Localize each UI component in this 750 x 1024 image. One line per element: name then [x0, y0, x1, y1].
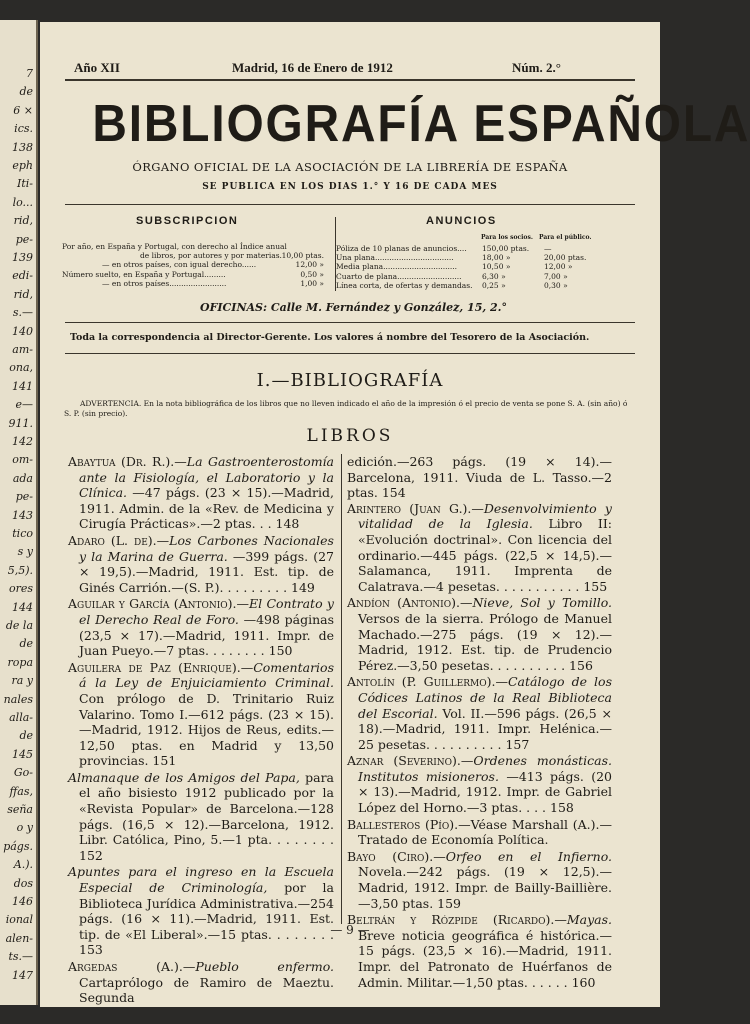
- advertencia-notice: [64, 399, 636, 419]
- prev-page-fragment: 144: [12, 600, 33, 614]
- prev-page-fragment: 147: [12, 968, 33, 982]
- ads-members-price: 6,30 »: [482, 271, 506, 281]
- rule-2: [65, 204, 635, 205]
- ads-label: Cuarto de plana...........................: [336, 271, 462, 281]
- prev-page-fragment: dos: [13, 876, 33, 890]
- entry-details: Véase Marshall (A.).—Tratado de Economía Política.: [358, 816, 613, 848]
- issue-year: Año XII: [74, 60, 120, 75]
- prev-page-fragment: 7: [26, 67, 33, 80]
- prev-page-fragment: 138: [12, 140, 33, 154]
- entry-author: Argedas (A.).—: [68, 959, 196, 974]
- notice-label: ADVERTENCIA.: [80, 399, 142, 408]
- entry-details: Versos de la sierra. Prólogo de Manuel Machado.—275 págs. (19 × 12).—Madrid, 1912. Est. tip. de Prudencio Pérez.—3,50 pesetas. . . . . . . . . . 156: [358, 610, 612, 673]
- book-entry: [68, 959, 334, 1006]
- ads-members-price: 150,00 ptas.: [482, 244, 530, 253]
- entry-author: Andíon (Antonio).—: [347, 595, 473, 611]
- prev-page-fragment: s y: [17, 545, 33, 559]
- header-rule: [65, 79, 635, 81]
- book-entry: [68, 770, 334, 864]
- entry-details: Cartaprólogo de Ramiro de Maeztu. Segunda: [79, 974, 334, 1006]
- entry-title: Catálogo de los Códices Latinos de la Real Biblioteca del Escorial.: [358, 674, 612, 721]
- ads-heading: ANUNCIOS: [426, 215, 497, 227]
- prev-page-fragment: 142: [12, 435, 33, 448]
- prev-page-fragment: rid,: [13, 214, 33, 228]
- subscription-price: 12,00 »: [295, 260, 324, 270]
- entry-title: Nieve, Sol y Tomillo.: [472, 595, 612, 611]
- rule-4: [65, 353, 635, 354]
- prev-page-fragment: edi-: [12, 269, 33, 283]
- prev-page-fragment: 139: [12, 251, 33, 264]
- ads-row: [336, 262, 632, 271]
- book-entry: [347, 753, 612, 815]
- ads-public-price: 12,00 »: [544, 262, 573, 272]
- prev-page-fragment: A.).: [13, 858, 33, 872]
- ads-row: [336, 272, 632, 281]
- ads-public-price: 7,00 »: [544, 271, 568, 281]
- entry-title: Mayas.: [566, 912, 612, 928]
- ads-members-price: 10,50 »: [482, 262, 511, 272]
- notice-text: En la nota bibliográfica de los libros que no lleven indicado el año de la impresión ó el precio de venta se pone S. A. (sin año) ó S. P. (sin precio).: [64, 399, 628, 418]
- prev-page-fragment: ts.—: [8, 950, 33, 964]
- ads-members-price: 18,00 »: [482, 253, 511, 263]
- journal-page: [40, 22, 750, 1007]
- book-entry: [68, 596, 334, 658]
- prev-page-fragment: 145: [12, 747, 33, 761]
- ads-label: Media plana...............................: [336, 262, 458, 272]
- subscription-table: [62, 242, 324, 288]
- book-entry: [68, 660, 334, 769]
- prev-page-fragment: págs.: [3, 839, 33, 853]
- entry-title: La Gastroenterostomía ante la Fisiología, el Laboratorio y la Clínica.: [79, 454, 335, 501]
- journal-subtitle: ÓRGANO OFICIAL DE LA ASOCIACIÓN DE LA LIBRERÍA DE ESPAÑA: [132, 160, 568, 174]
- entry-title: Almanaque de los Amigos del Papa,: [68, 769, 300, 785]
- book-entry: [347, 501, 612, 595]
- ads-row: [336, 244, 632, 253]
- prev-page-fragment: rid,: [13, 287, 33, 301]
- prev-page-fragment: de: [19, 637, 33, 651]
- ads-public-price: 20,00 ptas.: [544, 253, 587, 263]
- entry-details: —413 págs. (20 × 13).—Madrid, 1912. Impr. de Gabriel López del Horno.—3 ptas. . . . 158: [358, 768, 613, 816]
- entry-title: Pueblo enfermo.: [195, 959, 334, 974]
- entry-details: Libro II: «Evolución doctrinal». Con licencia del ordinario.—445 págs. (22,5 × 14,5).—Salamanca, 1911. Imprenta de Calatrava.—4 pesetas. . . . . . . . . . . 155: [358, 516, 612, 594]
- right-column: [347, 454, 612, 991]
- prev-page-fragment: 911.: [8, 416, 33, 430]
- entry-title: El Contrato y el Derecho Real de Foro.: [79, 596, 334, 627]
- entry-author: Bayo (Ciro).—: [347, 848, 446, 864]
- prev-page-fragment: 146: [12, 895, 33, 908]
- ads-label: Póliza de 10 planas de anuncios....: [336, 244, 467, 253]
- prev-page-fragment: eph: [12, 159, 33, 172]
- prev-page-fragment: Iti-: [16, 177, 33, 191]
- ads-members-price: 0,25 »: [482, 280, 506, 290]
- columns-divider: [341, 454, 342, 924]
- prev-page-fragment: ores: [8, 582, 33, 596]
- entry-title: Ordenes monásticas. Institutos misioneros.: [358, 753, 612, 784]
- subscription-price: 10,00 ptas.: [281, 251, 324, 261]
- prev-page-fragment: de: [19, 85, 33, 99]
- ads-row: [336, 281, 632, 290]
- entry-details: Con prólogo de D. Trinitario Ruiz Valarino. Tomo I.—612 págs. (23 × 15).—Madrid, 1912. Hijos de Reus, edits.—12,50 ptas. en Madrid y 13,50 provincias. 151: [79, 690, 334, 769]
- entry-author: Ballesteros (Pío).—: [347, 816, 471, 832]
- subscription-row: [62, 270, 324, 279]
- entry-author: Adaro (L. de).—: [68, 532, 170, 548]
- book-entry: [347, 454, 612, 501]
- subscription-heading: SUBSCRIPCION: [136, 215, 239, 227]
- entry-title: Orfeo en el Infierno.: [445, 848, 612, 864]
- prev-page-fragment: nales: [3, 692, 33, 706]
- offices-address: OFICINAS: Calle M. Fernández y González, 15, 2.°: [200, 301, 508, 314]
- entry-author: Arintero (Juan G.).—: [347, 500, 484, 516]
- ads-public-price: —: [544, 244, 552, 253]
- prev-page-fragment: 140: [12, 324, 33, 338]
- prev-page-fragment: 143: [12, 508, 33, 522]
- ads-col-public: Para el público.: [539, 234, 592, 241]
- book-entry: [347, 817, 612, 848]
- ads-label: Una plana.................................: [336, 253, 454, 263]
- issue-date: Madrid, 16 de Enero de 1912: [232, 60, 393, 75]
- entry-details: edición.—263 págs. (19 × 14).—Barcelona, 1911. Viuda de L. Tasso.—2 ptas. 154: [347, 454, 612, 501]
- prev-page-fragment: o y: [16, 821, 33, 835]
- ads-row: [336, 253, 632, 262]
- entry-author: Beltrán y Rózpide (Ricardo).—: [347, 912, 567, 928]
- entry-details: —47 págs. (23 × 15).—Madrid, 1911. Admin. de la «Rev. de Medicina y Cirugía Prácticas».—2 ptas. . . 148: [79, 485, 334, 532]
- prev-page-fragment: seña: [7, 803, 33, 816]
- entry-details: Breve noticia geográfica é histórica.—15 págs. (23,5 × 16).—Madrid, 1911. Impr. del Patronato de Huérfanos de Admin. Militar.—1,50 ptas. . . . . . 160: [358, 927, 612, 990]
- entry-author: Abaytua (Dr. R.).—: [68, 454, 187, 469]
- entry-title: Desenvolvimiento y vitalidad de la Iglesia.: [358, 500, 612, 532]
- subscription-row: [62, 251, 324, 260]
- correspondence-note: Toda la correspondencia al Director-Gerente. Los valores á nombre del Tesorero de la Asociación.: [70, 332, 590, 343]
- entry-author: Aguilar y García (Antonio).—: [68, 596, 250, 612]
- prev-page-fragment: alen-: [5, 931, 33, 945]
- issue-number: Núm. 2.°: [512, 60, 561, 75]
- prev-page-fragment: Go-: [13, 766, 33, 780]
- entry-details: —498 páginas (23,5 × 17).—Madrid, 1911. Impr. de Juan Pueyo.—7 ptas. . . . . . . . 150: [79, 611, 334, 659]
- ads-public-price: 0,30 »: [544, 280, 568, 290]
- prev-page-fragment: alla-: [9, 711, 33, 724]
- prev-page-fragment: 6 ×: [13, 103, 33, 117]
- entry-details: —399 págs. (27 × 19,5).—Madrid, 1911. Est. tip. de Ginés Carrión.—(S. P.). . . . . . . . . 149: [79, 548, 335, 595]
- subscription-label: Por año, en España y Portugal, con derecho al Índice anual: [62, 242, 287, 251]
- subscription-row: [62, 279, 324, 288]
- prev-page-fragment: ffas,: [9, 784, 33, 798]
- prev-page-fragment: lo...: [12, 195, 33, 209]
- subscription-row: [62, 260, 324, 269]
- subscription-row: [62, 242, 324, 251]
- entry-details: Novela.—242 págs. (19 × 12,5).—Madrid, 1912. Impr. de Bailly-Baillière.—3,50 ptas. 159: [358, 864, 612, 911]
- prev-page-fragment: de la: [5, 619, 33, 632]
- book-entry: [68, 454, 334, 532]
- publication-frequency: SE PUBLICA EN LOS DIAS 1.° Y 16 DE CADA MES: [202, 182, 498, 192]
- book-entry: [347, 849, 612, 911]
- page-number: — 9 —: [330, 923, 370, 937]
- ads-col-members: Para los socios.: [481, 234, 533, 241]
- prev-page-fragment: ropa: [7, 655, 33, 669]
- ads-table: [336, 244, 632, 290]
- prev-page-fragment: 141: [12, 379, 33, 393]
- subscription-label: — en otros países........................: [102, 278, 227, 288]
- rule-3: [65, 322, 635, 323]
- previous-page-edge: [0, 20, 38, 1005]
- prev-page-fragment: tico: [12, 527, 33, 540]
- prev-page-fragment: ra y: [11, 674, 33, 688]
- entry-author: Aznar (Severino).—: [347, 753, 474, 769]
- book-entry: [68, 864, 334, 958]
- entry-author: Antolín (P. Guillermo).—: [347, 674, 508, 690]
- journal-title: BIBLIOGRAFÍA ESPAÑOLA: [92, 95, 750, 153]
- entry-details: por la Biblioteca Jurídica Administrativa.—254 págs. (16 × 11).—Madrid, 1911. Est. tip. de «El Liberal».—15 ptas. . . . . . . . 153: [79, 880, 334, 958]
- book-entry: [347, 595, 612, 673]
- prev-page-fragment: 5,5).: [7, 563, 33, 577]
- prev-page-fragment: ada: [12, 471, 33, 485]
- subscription-price: 1,00 »: [300, 278, 324, 288]
- entry-author: Aguilera de Paz (Enrique).—: [68, 659, 254, 675]
- book-entry: [347, 674, 612, 752]
- subscription-price: 0,50 »: [300, 269, 324, 279]
- prev-page-fragment: ics.: [14, 122, 33, 136]
- book-entry: [68, 533, 334, 595]
- prev-page-fragment: ional: [5, 913, 33, 927]
- entry-details: para el año bisiesto 1912 publicado por la «Revista Popular» de Barcelona.—128 págs. (16,5 × 12).—Barcelona, 1912. Libr. Católica, Pino, 5.—1 pta. . . . . . . . 152: [79, 769, 334, 863]
- subscription-label: de libros, por autores y por materias.: [140, 251, 282, 261]
- entry-title: Comentarios á la Ley de Enjuiciamiento Criminal.: [79, 659, 334, 691]
- prev-page-fragment: de: [19, 729, 33, 743]
- books-heading: LIBROS: [306, 426, 394, 446]
- prev-page-fragment: ona,: [9, 361, 33, 375]
- section-title: I.—BIBLIOGRAFÍA: [256, 370, 444, 391]
- prev-page-fragment: pe-: [15, 490, 33, 504]
- prev-page-fragment: am-: [12, 343, 33, 356]
- prev-page-fragment: om-: [12, 453, 33, 467]
- prev-page-fragment: e—: [15, 398, 33, 412]
- subscription-label: — en otros países, con igual derecho......: [102, 260, 257, 270]
- entry-title: Los Carbones Nacionales y la Marina de Guerra.: [79, 532, 334, 564]
- prev-page-fragment: s.—: [12, 306, 33, 320]
- entry-title: Apuntes para el ingreso en la Escuela Especial de Criminología,: [68, 864, 334, 896]
- subscription-label: Número suelto, en España y Portugal.........: [62, 269, 226, 279]
- ads-label: Línea corta, de ofertas y demandas.: [336, 280, 473, 290]
- entry-details: Vol. II.—596 págs. (26,5 × 18).—Madrid, 1911. Impr. Helénica.—25 pesetas. . . . . . . . . . 157: [358, 705, 612, 752]
- prev-page-fragment: pe-: [15, 232, 33, 246]
